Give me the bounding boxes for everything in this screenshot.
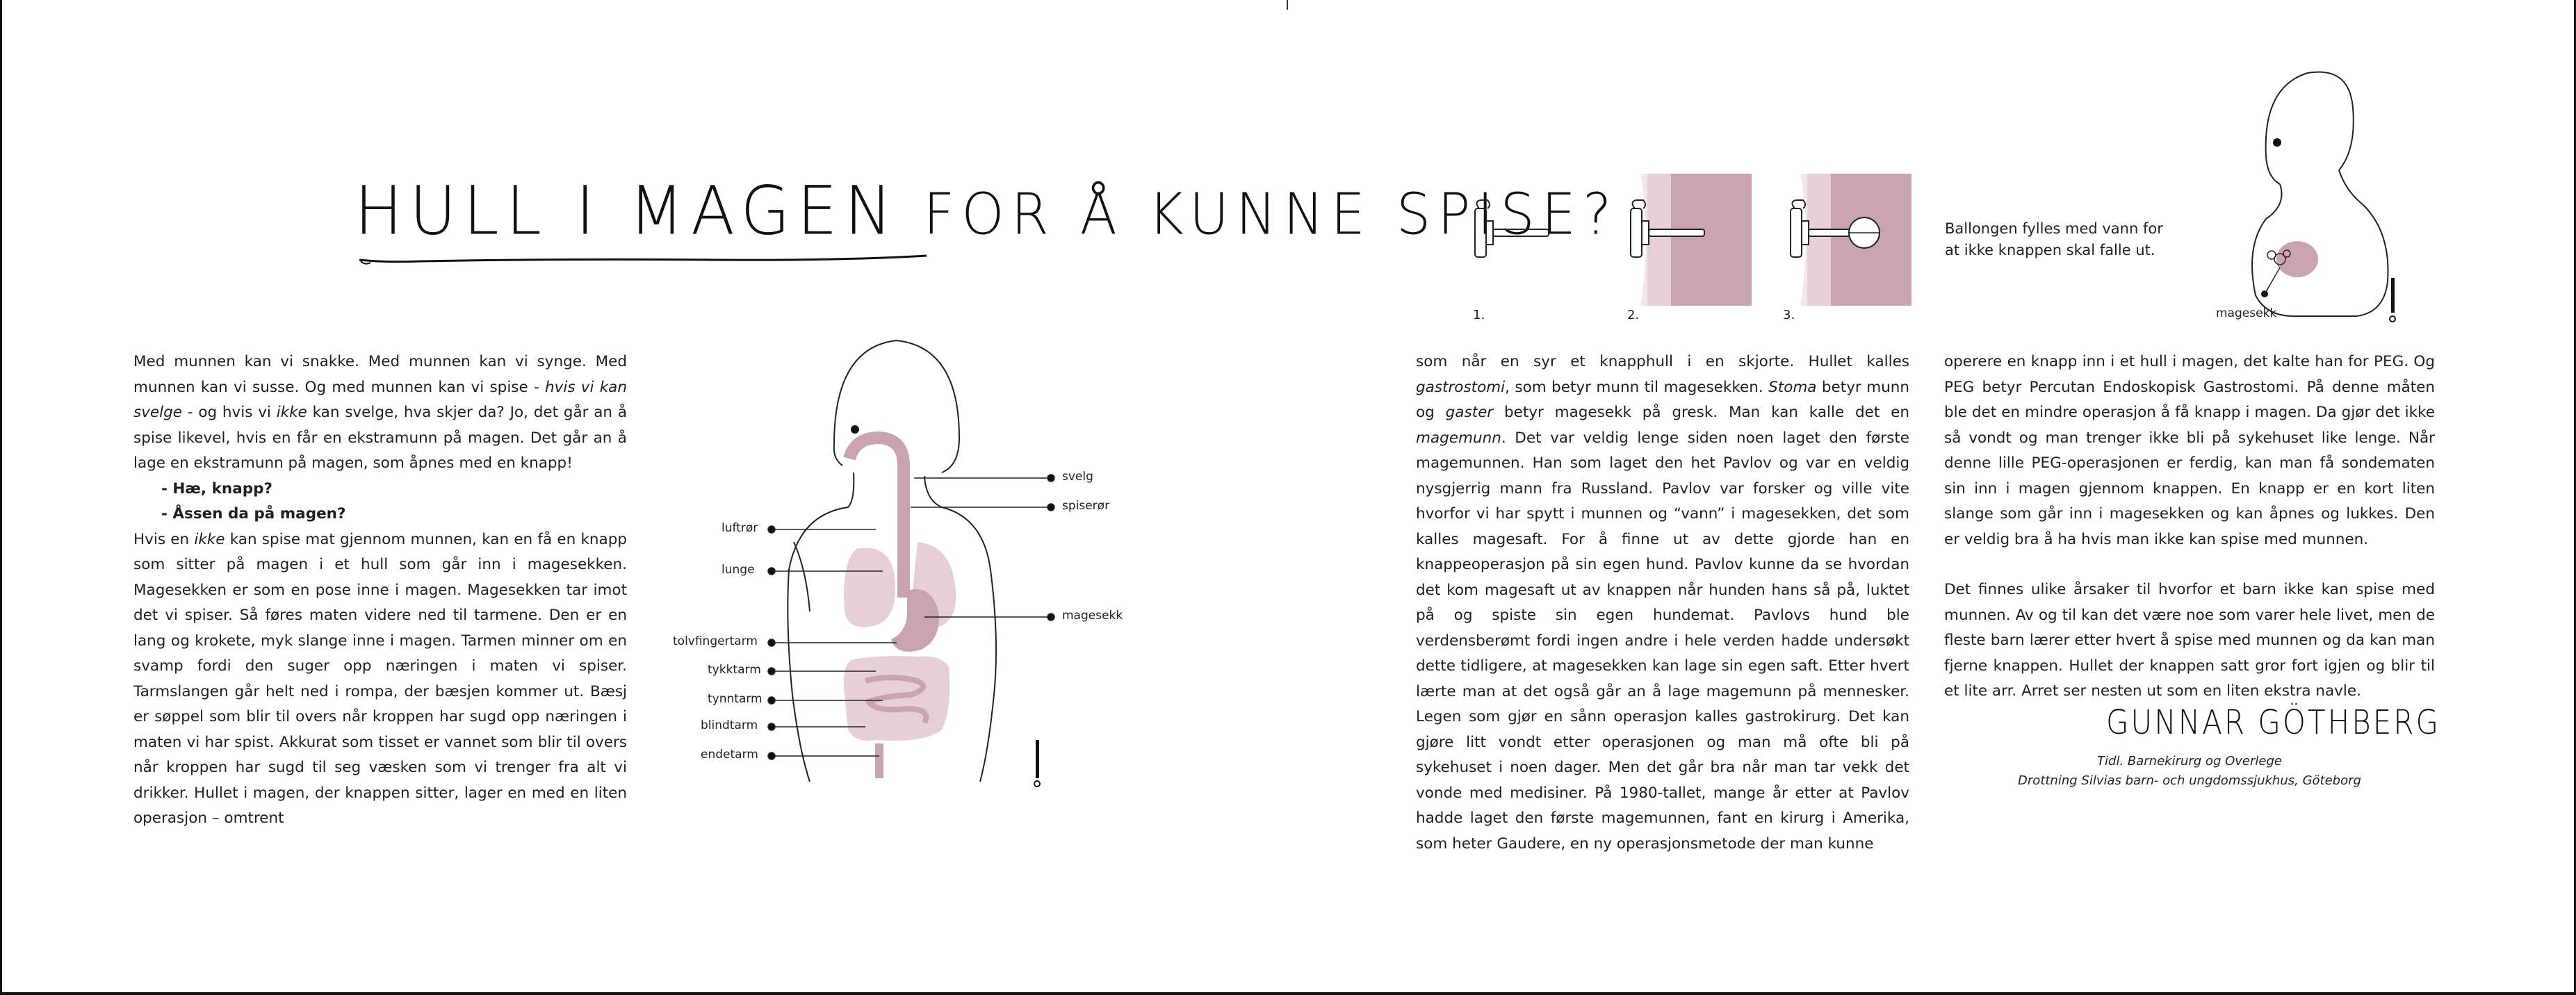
left-text-column: [133, 350, 627, 832]
step-2-button: [1631, 174, 1752, 306]
label-endetarm: endetarm: [701, 748, 758, 762]
author-title: Tidl. Barnekirurg og Overlege: [2097, 754, 2282, 768]
label-luftror: luftrør: [722, 521, 758, 535]
right-paragraph-2: Det finnes ulike årsaker til hvorfor et barn ikke kan spise med munnen. Av og til kan det være noe som varer hele livet, men de fleste barn lærer etter hvert å spise med munnen og da kan man fjerne knappen. Hullet der knappen satt gror fort igjen og blir til et lite arr. Arret ser nesten ut som en liten ekstra navle.: [1944, 581, 2435, 700]
author-institution: Drottning Silvias barn- och ungdomssjukhus, Göteborg: [2018, 773, 2361, 788]
label-tykktarm: tykktarm: [708, 663, 761, 677]
right-text-column: [1944, 350, 2435, 705]
title-part2: FOR Å KUNNE SPISE?: [923, 182, 1619, 248]
label-spiseror: spiserør: [1062, 499, 1110, 513]
left-lung-shape: [844, 548, 895, 627]
label-svelg: svelg: [1062, 470, 1093, 484]
middle-text-column: [1416, 350, 1909, 857]
step-3-number: 3.: [1783, 308, 1795, 322]
question-1: - Hæ, knapp?: [161, 479, 272, 497]
right-paragraph-1: operere en knapp inn i et hull i magen, det kalte han for PEG. Og PEG betyr Percutan Endoskopisk Gastrostomi. På denne måten ble det en mindre operasjon å få knapp i magen. Da gjør det ikke så vondt og man trenger ikke bli på sykehuset like lenge. Når denne lille PEG-operasjonen er ferdig, kan man få sondematen sin inn i magen gjennom knappen. En knapp er en kort liten slange som går inn i magesekken og kan åpnes og lukkes. Den er veldig bra å ha hvis man ikke kan spise med munnen.: [1944, 353, 2435, 548]
child-illustration: [2190, 66, 2419, 330]
button-steps-illustration: [1460, 167, 1918, 313]
step-1-number: 1.: [1473, 308, 1485, 322]
left-paragraph-1: Med munnen kan vi snakke. Med munnen kan vi synge. Med munnen kan vi susse. Og med munnen kan vi spise - hvis vi kan svelge - og hvis vi ikke kan svelge, hva skjer da? Jo, det går an å spise likevel, hvis en får en ekstramunn på magen. Det går an å lage en ekstramunn på magen, som åpnes med en knapp!: [133, 353, 627, 472]
step-3-button: [1791, 174, 1911, 306]
author-signature: GUNNAR GÖTHBERG: [2106, 702, 2440, 742]
eye-dot: [851, 425, 859, 434]
label-blindtarm: blindtarm: [701, 718, 758, 732]
page-title: [354, 172, 1618, 249]
exclamation-icon-2: [2390, 278, 2395, 322]
exclamation-icon: [1034, 740, 1040, 787]
step-1-button: [1475, 200, 1549, 257]
child-stomach-shape: [2276, 241, 2318, 277]
balloon-caption: Ballongen fylles med vann for at ikke knappen skal falle ut.: [1945, 220, 2163, 258]
child-label-magesekk: magesekk: [2216, 306, 2277, 320]
title-underline: [358, 250, 928, 271]
label-magesekk: magesekk: [1062, 609, 1123, 623]
step-2-number: 2.: [1627, 308, 1640, 322]
question-2: - Åssen da på magen?: [161, 505, 346, 523]
title-part1: HULL I MAGEN: [354, 172, 899, 250]
label-tynntarm: tynntarm: [708, 692, 763, 706]
stomach-shape: [891, 589, 939, 652]
child-eye-dot: [2273, 138, 2281, 147]
middle-paragraph: som når en syr et knapphull i en skjorte. Hullet kalles gastrostomi, som betyr munn til magesekken. Stoma betyr munn og gaster betyr magesekk på gresk. Man kan kalle det en magemunn. Det var veldig lenge siden noen laget den første magemunnen. Han som laget den het Pavlov og var en veldig nysgjerrig mann fra Russland. Pavlov var forsker og ville vite hvorfor vi har spytt i munnen og “vann” i magesekken, det som kalles magesaft. For å finne ut av dette gjorde han en knappeoperasjon på sin egen hund. Pavlov kunne da se hvordan det kom magesaft ut av knappen når hunden hans så på, luktet på og spiste sin egen hundemat. Pavlovs hund ble verdensberømt fordi ingen andre i hele verden hadde undersøkt dette tidligere, at magesekken kan lage sin egen saft. Etter hvert lærte man at det også går an å lage magemunn på mennesker. Legen som gjør en sånn operasjon kalles gastrokirurg. Det kan gjøre litt vondt etter operasjonen og man må ofte bli på sykehuset i noen dager. Men det går bra når man tar vekk det vonde med medisiner. På 1980-tallet, mange år etter at Pavlov hadde laget den første magemunnen, fant en kirurg i Amerika, som heter Gaudere, en ny operasjonsmetode der man kunne: [1416, 353, 1910, 853]
center-fold-mark: [1287, 0, 1288, 10]
label-tolvfingertarm: tolvfingertarm: [673, 634, 758, 648]
label-lunge: lunge: [722, 563, 755, 577]
left-paragraph-2: Hvis en ikke kan spise mat gjennom munnen, kan en få en knapp som sitter på magen i et hull som går inn i magesekken. Magesekken er som en pose inne i magen. Magesekken tar imot det vi spiser. Så føres maten videre ned til tarmene. Den er en lang og krokete, myk slange inne i magen. Tarmen minner om en svamp fordi den suger opp næringen i maten vi spiser. Tarmslangen går helt ned i rompa, der bæsjen kommer ut. Bæsj er søppel som blir til overs når kroppen har sugd opp næringen i maten vi har spist. Akkurat som tisset er vannet som blir til overs når kroppen har sugd til seg væsken som vi trenger fra alt vi drikker. Hullet i magen, der knappen sitter, lager en med en liten operasjon – omtrent: [133, 530, 627, 827]
